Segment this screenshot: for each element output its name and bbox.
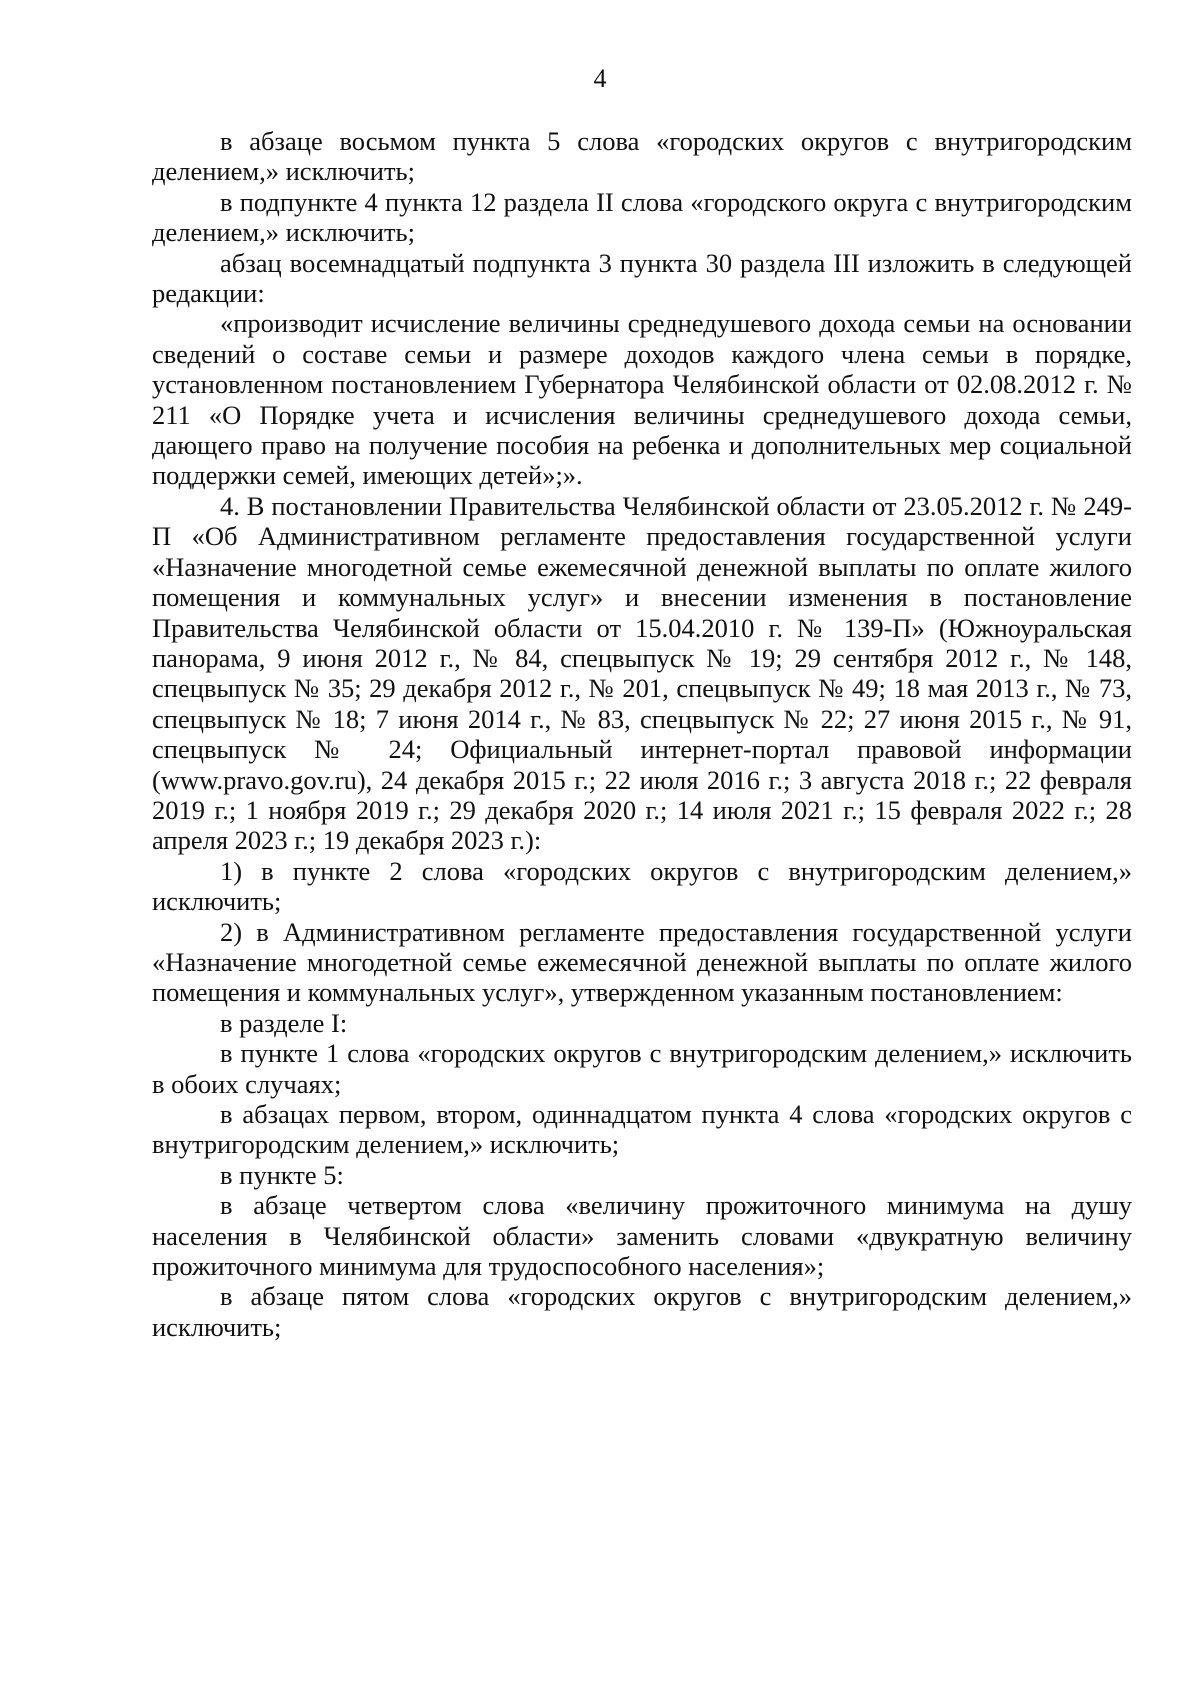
paragraph: абзац восемнадцатый подпункта 3 пункта 30 раздела III изложить в следующей редакции:	[152, 247, 1132, 309]
paragraph: в абзаце пятом слова «городских округов с внутригородским делением,» исключить;	[152, 1281, 1132, 1342]
paragraph: 2) в Административном регламенте предоставления государственной услуги «Назначение многодетной семье ежемесячной денежной выплаты по оплате жилого помещения и коммунальных услуг», утвержденном указанным постановлением:	[152, 916, 1132, 1008]
paragraph: в пункте 5:	[220, 1159, 344, 1190]
paragraph: в подпункте 4 пункта 12 раздела II слова «городского округа с внутригородским делением,» исключить;	[152, 186, 1132, 248]
paragraph: в пункте 1 слова «городских округов с внутригородским делением,» исключить в обоих случаях;	[152, 1038, 1132, 1099]
paragraph: «производит исчисление величины среднедушевого дохода семьи на основании сведений о составе семьи и размере доходов каждого члена семьи в порядке, установленном постановлением Губернатора Челябинской области от 02.08.2012 г. № 211 «О Порядке учета и исчисления величины среднедушевого дохода семьи, дающего право на получение пособия на ребенка и дополнительных мер социальной поддержки семей, имеющих детей»;».	[152, 308, 1132, 491]
paragraph: 4. В постановлении Правительства Челябинской области от 23.05.2012 г. № 249-П «Об Административном регламенте предоставления государственной услуги «Назначение многодетной семье ежемесячной денежной выплаты по оплате жилого помещения и коммунальных услуг» и внесении изменения в постановление Правительства Челябинской области от 15.04.2010 г. № 139-П» (Южноуральская панорама, 9 июня 2012 г., № 84, спецвыпуск № 19; 29 сентября 2012 г., № 148, спецвыпуск № 35; 29 декабря 2012 г., № 201, спецвыпуск № 49; 18 мая 2013 г., № 73, спецвыпуск № 18; 7 июня 2014 г., № 83, спецвыпуск № 22; 27 июня 2015 г., № 91, спецвыпуск № 24; Официальный интернет-портал правовой информации (www.pravo.gov.ru), 24 декабря 2015 г.; 22 июля 2016 г.; 3 августа 2018 г.; 22 февраля 2019 г.; 1 ноября 2019 г.; 29 декабря 2020 г.; 14 июля 2021 г.; 15 февраля 2022 г.; 28 апреля 2023 г.; 19 декабря 2023 г.):	[152, 490, 1132, 856]
paragraph: в абзаце четвертом слова «величину прожиточного минимума на душу населения в Челябинской области» заменить словами «двукратную величину прожиточного минимума для трудоспособного населения»;	[152, 1190, 1132, 1282]
document-body	[152, 126, 1132, 1342]
page-number: 4	[593, 64, 607, 93]
paragraph: в абзацах первом, втором, одиннадцатом пункта 4 слова «городских округов с внутригородским делением,» исключить;	[152, 1099, 1132, 1160]
paragraph: 1) в пункте 2 слова «городских округов с внутригородским делением,» исключить;	[152, 855, 1132, 917]
paragraph: в разделе I:	[220, 1007, 348, 1038]
paragraph: в абзаце восьмом пункта 5 слова «городских округов с внутригородским делением,» исключить;	[152, 126, 1132, 187]
